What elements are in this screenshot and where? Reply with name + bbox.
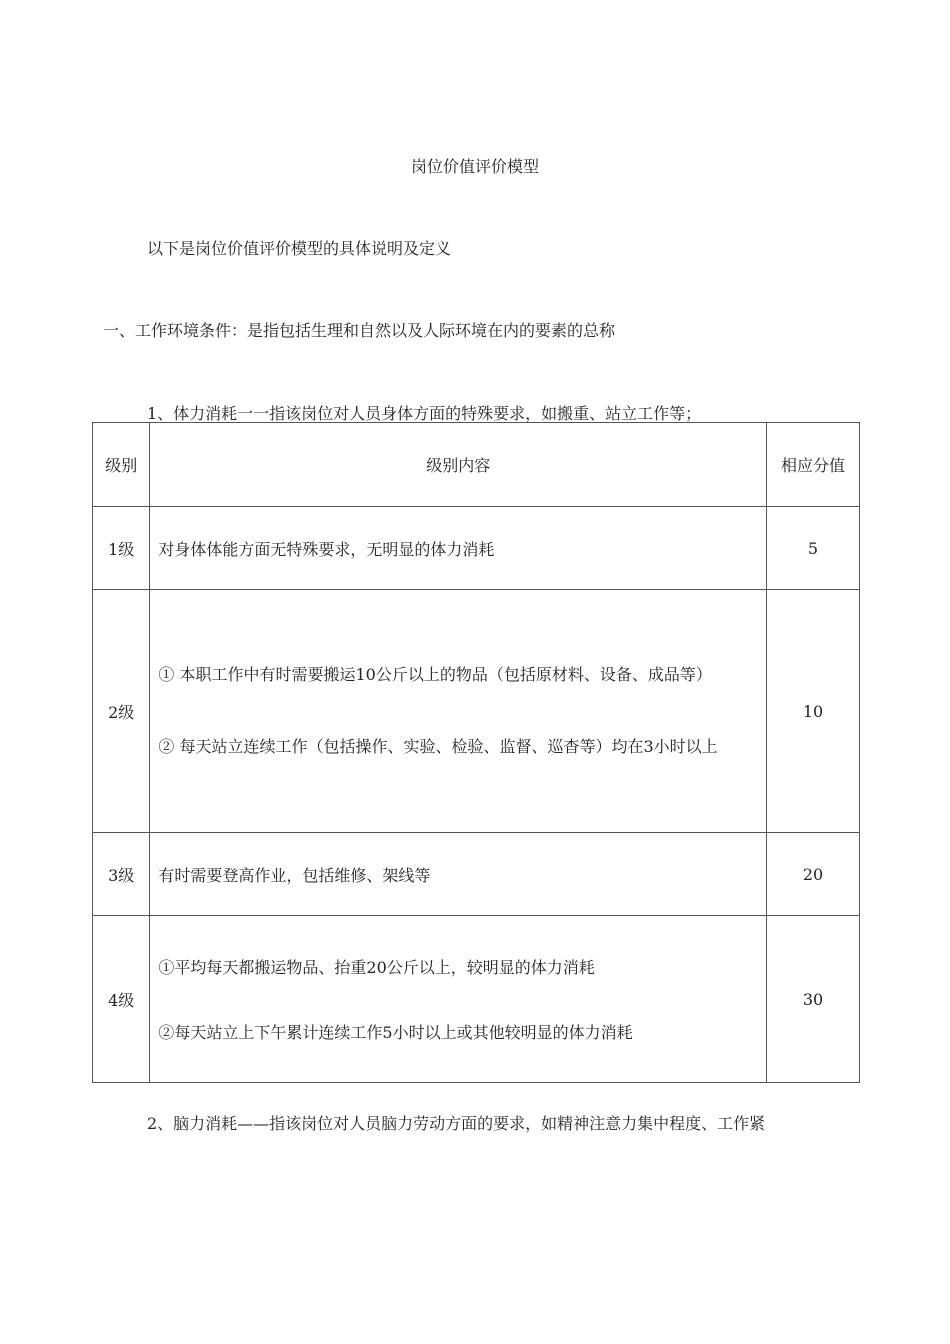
header-score: 相应分值	[767, 423, 860, 507]
content-cell	[150, 916, 767, 1083]
subsection-heading-2: 2、脑力消耗——指该岗位对人员脑力劳动方面的要求，如精神注意力集中程度、工作紧	[147, 1114, 766, 1133]
content-item: ②每天站立上下午累计连续工作5小时以上或其他较明显的体力消耗	[158, 1023, 633, 1042]
content-item: ① 本职工作中有时需要搬运10公斤以上的物品（包括原材料、设备、成品等）	[158, 665, 712, 684]
document-title: 岗位价值评价模型	[410, 157, 539, 176]
content-cell	[150, 833, 767, 916]
level-cell: 2级	[93, 590, 150, 833]
content-text: 对身体体能方面无特殊要求，无明显的体力消耗	[158, 539, 495, 559]
content-item: ② 每天站立连续工作（包括操作、实验、检验、监督、巡杳等）均在3小时以上	[158, 737, 718, 756]
header-content: 级别内容	[150, 423, 767, 507]
content-text: 有时需要登高作业，包括维修、架线等	[158, 865, 431, 885]
level-table	[92, 422, 860, 1083]
table-header-row	[93, 423, 860, 507]
level-cell: 1级	[93, 507, 150, 590]
content-cell	[150, 590, 767, 833]
level-cell: 3级	[93, 833, 150, 916]
header-level: 级别	[93, 423, 150, 507]
intro-text: 以下是岗位价值评价模型的具体说明及定义	[147, 239, 452, 258]
table-row	[93, 590, 860, 833]
content-item: ①平均每天都搬运物品、抬重20公斤以上，较明显的体力消耗	[158, 958, 595, 977]
score-cell: 30	[767, 916, 860, 1083]
score-cell: 20	[767, 833, 860, 916]
score-cell: 10	[767, 590, 860, 833]
content-cell	[150, 507, 767, 590]
table-row	[93, 833, 860, 916]
table-row	[93, 507, 860, 590]
score-cell: 5	[767, 507, 860, 590]
section-heading: 一、工作环境条件：是指包括生理和自然以及人际环境在内的要素的总称	[103, 321, 616, 340]
level-cell: 4级	[93, 916, 150, 1083]
table-row	[93, 916, 860, 1083]
subsection-heading: 1、体力消耗一一指该岗位对人员身体方面的特殊要求，如搬重、站立工作等；	[147, 404, 702, 423]
